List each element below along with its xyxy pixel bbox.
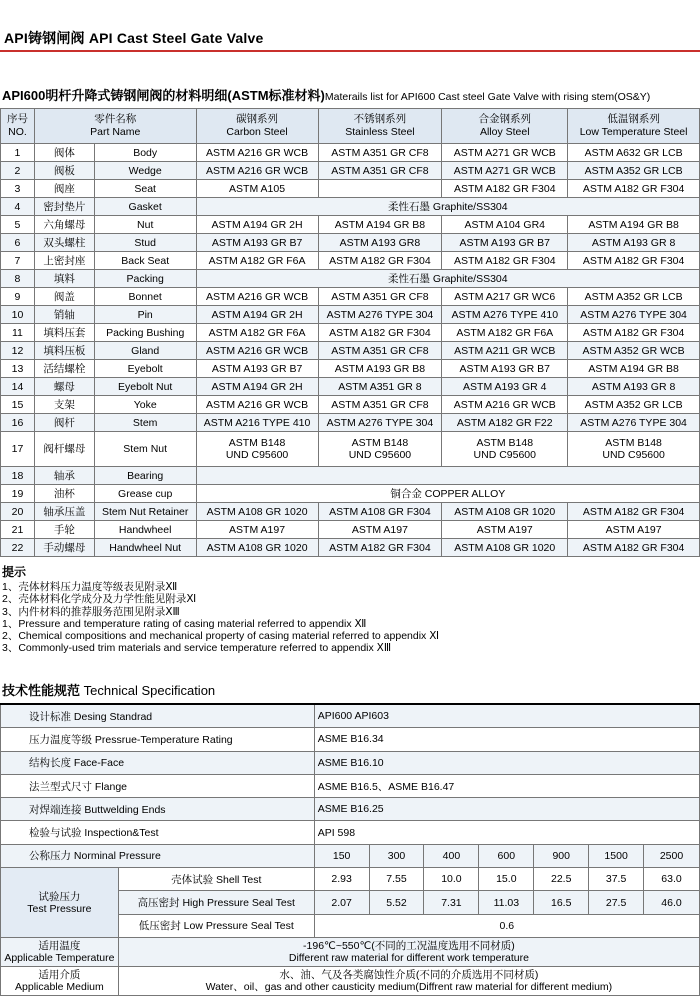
material-alloy: ASTM A104 GR4 [442, 216, 568, 234]
high-pressure-value: 46.0 [644, 891, 700, 914]
nominal-pressure-label: 公称压力 Norminal Pressure [1, 844, 315, 867]
part-name-cn: 手动螺母 [34, 539, 94, 557]
material-carbon: ASTM A197 [196, 521, 318, 539]
col-header-carbon: 碳钢系列 Carbon Steel [196, 109, 318, 144]
material-lowtemp: ASTM A352 GR WCB [568, 342, 700, 360]
spec-value: ASME B16.25 [314, 798, 699, 821]
part-name-en: Packing Bushing [94, 324, 196, 342]
row-number: 1 [1, 144, 35, 162]
part-name-en: Wedge [94, 162, 196, 180]
medium-value: 水、油、气及各类腐蚀性介质(不同的介质选用不同材质) Water、oil、gas and other causticity medium(Diffrent raw material for different medium) [118, 966, 699, 995]
part-name-en: Pin [94, 306, 196, 324]
material-stainless: ASTM A351 GR CF8 [318, 396, 442, 414]
row-number: 12 [1, 342, 35, 360]
part-name-cn: 填料 [34, 270, 94, 288]
material-alloy: ASTM A108 GR 1020 [442, 539, 568, 557]
part-name-en: Gland [94, 342, 196, 360]
row-number: 5 [1, 216, 35, 234]
spec-row [1, 798, 700, 821]
material-lowtemp: ASTM A352 GR LCB [568, 288, 700, 306]
spec-value: API 598 [314, 821, 699, 844]
material-merged: 柔性石墨 Graphite/SS304 [196, 270, 699, 288]
nominal-pressure-value: 2500 [644, 844, 700, 867]
row-number: 21 [1, 521, 35, 539]
nominal-pressure-row [1, 844, 700, 867]
material-carbon: ASTM A216 TYPE 410 [196, 414, 318, 432]
part-name-cn: 油杯 [34, 485, 94, 503]
materials-title-en: Materails list for API600 Cast steel Gate Valve with rising stem(OS&Y) [324, 91, 651, 103]
part-name-en: Body [94, 144, 196, 162]
material-alloy: ASTM A182 GR F6A [442, 324, 568, 342]
material-lowtemp: ASTM A632 GR LCB [568, 144, 700, 162]
material-merged [196, 467, 699, 485]
material-carbon: ASTM A194 GR 2H [196, 306, 318, 324]
material-carbon: ASTM A216 GR WCB [196, 396, 318, 414]
spec-value: ASME B16.10 [314, 751, 699, 774]
row-number: 4 [1, 198, 35, 216]
spec-label: 法兰型式尺寸 Flange [1, 774, 315, 797]
material-carbon: ASTM A182 GR F6A [196, 252, 318, 270]
material-stainless: ASTM A182 GR F304 [318, 539, 442, 557]
shell-test-value: 10.0 [424, 868, 479, 891]
material-carbon: ASTM A193 GR B7 [196, 234, 318, 252]
materials-row [1, 270, 700, 288]
materials-row [1, 485, 700, 503]
row-number: 6 [1, 234, 35, 252]
part-name-cn: 密封垫片 [34, 198, 94, 216]
row-number: 18 [1, 467, 35, 485]
materials-row [1, 252, 700, 270]
material-stainless: ASTM A108 GR F304 [318, 503, 442, 521]
part-name-en: Bearing [94, 467, 196, 485]
nominal-pressure-value: 900 [534, 844, 589, 867]
materials-row [1, 306, 700, 324]
spec-label: 结构长度 Face-Face [1, 751, 315, 774]
material-lowtemp: ASTM B148 UND C95600 [568, 432, 700, 467]
row-number: 3 [1, 180, 35, 198]
shell-test-value: 2.93 [314, 868, 369, 891]
row-number: 16 [1, 414, 35, 432]
material-stainless: ASTM A182 GR F304 [318, 252, 442, 270]
col-header-part: 零件名称 Part Name [34, 109, 196, 144]
spec-label: 压力温度等级 Pressrue-Temperature Rating [1, 728, 315, 751]
row-number: 2 [1, 162, 35, 180]
materials-table [0, 108, 700, 557]
high-pressure-value: 7.31 [424, 891, 479, 914]
material-alloy: ASTM A182 GR F304 [442, 180, 568, 198]
part-name-cn: 手轮 [34, 521, 94, 539]
part-name-en: Back Seat [94, 252, 196, 270]
material-alloy: ASTM A182 GR F22 [442, 414, 568, 432]
spec-row [1, 704, 700, 728]
part-name-en: Packing [94, 270, 196, 288]
note-item: 1、Pressure and temperature rating of casing material referred to appendix Ⅻ [2, 617, 367, 630]
row-number: 22 [1, 539, 35, 557]
material-lowtemp: ASTM A182 GR F304 [568, 252, 700, 270]
temperature-value: -196℃~550℃(不同的工况温度选用不同材质) Different raw material for different work temperature [118, 937, 699, 966]
part-name-cn: 支架 [34, 396, 94, 414]
material-carbon: ASTM A193 GR B7 [196, 360, 318, 378]
materials-row [1, 539, 700, 557]
notes-title: 提示 [2, 565, 27, 579]
spec-title-en: Technical Specification [83, 683, 216, 698]
high-pressure-value: 2.07 [314, 891, 369, 914]
shell-test-value: 15.0 [479, 868, 534, 891]
material-alloy: ASTM B148 UND C95600 [442, 432, 568, 467]
materials-row [1, 216, 700, 234]
material-lowtemp: ASTM A182 GR F304 [568, 503, 700, 521]
spec-label: 设计标准 Desing Standrad [1, 704, 315, 728]
part-name-en: Bonnet [94, 288, 196, 306]
material-stainless: ASTM B148 UND C95600 [318, 432, 442, 467]
part-name-cn: 销轴 [34, 306, 94, 324]
part-name-cn: 六角螺母 [34, 216, 94, 234]
part-name-en: Eyebolt [94, 360, 196, 378]
material-alloy: ASTM A211 GR WCB [442, 342, 568, 360]
part-name-en: Stem Nut [94, 432, 196, 467]
part-name-cn: 填料压套 [34, 324, 94, 342]
material-lowtemp: ASTM A182 GR F304 [568, 539, 700, 557]
shell-test-row [1, 868, 700, 891]
high-pressure-value: 11.03 [479, 891, 534, 914]
row-number: 8 [1, 270, 35, 288]
material-alloy: ASTM A182 GR F304 [442, 252, 568, 270]
materials-row [1, 521, 700, 539]
high-pressure-value: 5.52 [369, 891, 424, 914]
material-alloy: ASTM A193 GR B7 [442, 234, 568, 252]
material-stainless: ASTM A182 GR F304 [318, 324, 442, 342]
shell-test-value: 7.55 [369, 868, 424, 891]
part-name-cn: 阀盖 [34, 288, 94, 306]
material-stainless [318, 180, 442, 198]
row-number: 19 [1, 485, 35, 503]
spec-value: API600 API603 [314, 704, 699, 728]
spec-row [1, 728, 700, 751]
material-stainless: ASTM A193 GR8 [318, 234, 442, 252]
material-carbon: ASTM B148 UND C95600 [196, 432, 318, 467]
part-name-en: Eyebolt Nut [94, 378, 196, 396]
part-name-en: Grease cup [94, 485, 196, 503]
spec-title-cn: 技术性能规范 [2, 683, 81, 698]
nominal-pressure-value: 400 [424, 844, 479, 867]
materials-row [1, 342, 700, 360]
material-carbon: ASTM A216 GR WCB [196, 162, 318, 180]
material-alloy: ASTM A193 GR 4 [442, 378, 568, 396]
material-stainless: ASTM A351 GR 8 [318, 378, 442, 396]
spec-row [1, 751, 700, 774]
material-alloy: ASTM A108 GR 1020 [442, 503, 568, 521]
part-name-cn: 上密封座 [34, 252, 94, 270]
materials-header-row [1, 109, 700, 144]
material-alloy: ASTM A271 GR WCB [442, 162, 568, 180]
material-lowtemp: ASTM A182 GR F304 [568, 180, 700, 198]
materials-row [1, 324, 700, 342]
material-lowtemp: ASTM A193 GR 8 [568, 378, 700, 396]
row-number: 10 [1, 306, 35, 324]
material-stainless: ASTM A193 GR B8 [318, 360, 442, 378]
spec-label: 对焊端连接 Buttwelding Ends [1, 798, 315, 821]
notes [2, 566, 439, 654]
part-name-cn: 阀板 [34, 162, 94, 180]
temperature-label: 适用温度 Applicable Temperature [1, 937, 119, 966]
material-carbon: ASTM A182 GR F6A [196, 324, 318, 342]
materials-row [1, 396, 700, 414]
note-item: 3、内件材料的推荐服务范围见附录ⅩⅢ [2, 605, 180, 618]
material-lowtemp: ASTM A352 GR LCB [568, 396, 700, 414]
part-name-cn: 螺母 [34, 378, 94, 396]
materials-row [1, 180, 700, 198]
part-name-en: Seat [94, 180, 196, 198]
note-item: 2、壳体材料化学成分及力学性能见附录Ⅺ [2, 593, 197, 606]
note-item: 2、Chemical compositions and mechanical property of casing material referred to appendix Ⅺ [2, 630, 440, 643]
row-number: 9 [1, 288, 35, 306]
material-lowtemp: ASTM A193 GR 8 [568, 234, 700, 252]
material-stainless: ASTM A197 [318, 521, 442, 539]
high-pressure-value: 27.5 [589, 891, 644, 914]
part-name-cn: 阀杆 [34, 414, 94, 432]
material-carbon: ASTM A194 GR 2H [196, 216, 318, 234]
material-carbon: ASTM A216 GR WCB [196, 144, 318, 162]
part-name-cn: 阀杆螺母 [34, 432, 94, 467]
material-alloy: ASTM A216 GR WCB [442, 396, 568, 414]
part-name-cn: 活结螺栓 [34, 360, 94, 378]
medium-label: 适用介质 Applicable Medium [1, 966, 119, 995]
shell-test-value: 37.5 [589, 868, 644, 891]
part-name-cn: 填料压板 [34, 342, 94, 360]
materials-row [1, 162, 700, 180]
low-pressure-value: 0.6 [314, 914, 699, 937]
spec-value: ASME B16.34 [314, 728, 699, 751]
part-name-en: Handwheel [94, 521, 196, 539]
materials-row [1, 198, 700, 216]
material-carbon: ASTM A216 GR WCB [196, 288, 318, 306]
col-header-lowtemp: 低温钢系列 Low Temperature Steel [568, 109, 700, 144]
part-name-en: Gasket [94, 198, 196, 216]
material-stainless: ASTM A351 GR CF8 [318, 162, 442, 180]
materials-row [1, 378, 700, 396]
material-merged: 铜合金 COPPER ALLOY [196, 485, 699, 503]
spec-row [1, 821, 700, 844]
nominal-pressure-value: 600 [479, 844, 534, 867]
material-stainless: ASTM A351 GR CF8 [318, 144, 442, 162]
part-name-cn: 双头螺柱 [34, 234, 94, 252]
material-carbon: ASTM A108 GR 1020 [196, 503, 318, 521]
row-number: 11 [1, 324, 35, 342]
temperature-row [1, 937, 700, 966]
low-pressure-label: 低压密封 Low Pressure Seal Test [118, 914, 314, 937]
material-alloy: ASTM A217 GR WC6 [442, 288, 568, 306]
material-alloy: ASTM A271 GR WCB [442, 144, 568, 162]
materials-row [1, 288, 700, 306]
part-name-en: Nut [94, 216, 196, 234]
material-carbon: ASTM A105 [196, 180, 318, 198]
part-name-cn: 阀座 [34, 180, 94, 198]
spec-label: 检验与试验 Inspection&Test [1, 821, 315, 844]
high-pressure-value: 16.5 [534, 891, 589, 914]
material-carbon: ASTM A216 GR WCB [196, 342, 318, 360]
material-stainless: ASTM A351 GR CF8 [318, 288, 442, 306]
material-alloy: ASTM A276 TYPE 410 [442, 306, 568, 324]
material-merged: 柔性石墨 Graphite/SS304 [196, 198, 699, 216]
material-stainless: ASTM A194 GR B8 [318, 216, 442, 234]
material-lowtemp: ASTM A352 GR LCB [568, 162, 700, 180]
materials-row [1, 144, 700, 162]
page-title: API铸钢闸阀 API Cast Steel Gate Valve [4, 30, 264, 46]
nominal-pressure-value: 300 [369, 844, 424, 867]
nominal-pressure-value: 150 [314, 844, 369, 867]
part-name-cn: 轴承 [34, 467, 94, 485]
nominal-pressure-value: 1500 [589, 844, 644, 867]
spec-value: ASME B16.5、ASME B16.47 [314, 774, 699, 797]
part-name-en: Stud [94, 234, 196, 252]
col-header-no: 序号 NO. [1, 109, 35, 144]
material-stainless: ASTM A351 GR CF8 [318, 342, 442, 360]
note-item: 3、Commonly-used trim materials and service temperature referred to appendix ⅩⅢ [2, 642, 392, 655]
col-header-stainless: 不锈钢系列 Stainless Steel [318, 109, 442, 144]
materials-title-cn: API600明杆升降式铸钢闸阀的材料明细(ASTM标准材料) [2, 88, 325, 103]
part-name-cn: 轴承压盖 [34, 503, 94, 521]
shell-test-value: 22.5 [534, 868, 589, 891]
materials-row [1, 234, 700, 252]
row-number: 15 [1, 396, 35, 414]
material-alloy: ASTM A193 GR B7 [442, 360, 568, 378]
part-name-en: Stem [94, 414, 196, 432]
spec-table [0, 703, 700, 996]
row-number: 13 [1, 360, 35, 378]
part-name-en: Stem Nut Retainer [94, 503, 196, 521]
material-carbon: ASTM A194 GR 2H [196, 378, 318, 396]
material-lowtemp: ASTM A276 TYPE 304 [568, 414, 700, 432]
shell-test-label: 壳体试验 Shell Test [118, 868, 314, 891]
test-pressure-label: 试验压力 Test Pressure [1, 868, 119, 938]
materials-section-title [2, 85, 700, 104]
material-lowtemp: ASTM A182 GR F304 [568, 324, 700, 342]
part-name-en: Handwheel Nut [94, 539, 196, 557]
spec-row [1, 774, 700, 797]
materials-row [1, 432, 700, 467]
materials-row [1, 360, 700, 378]
row-number: 17 [1, 432, 35, 467]
row-number: 20 [1, 503, 35, 521]
material-carbon: ASTM A108 GR 1020 [196, 539, 318, 557]
material-stainless: ASTM A276 TYPE 304 [318, 414, 442, 432]
materials-row [1, 414, 700, 432]
note-item: 1、壳体材料压力温度等级表见附录Ⅻ [2, 581, 178, 594]
material-lowtemp: ASTM A276 TYPE 304 [568, 306, 700, 324]
materials-row [1, 503, 700, 521]
material-stainless: ASTM A276 TYPE 304 [318, 306, 442, 324]
material-lowtemp: ASTM A197 [568, 521, 700, 539]
materials-row [1, 467, 700, 485]
material-alloy: ASTM A197 [442, 521, 568, 539]
shell-test-value: 63.0 [644, 868, 700, 891]
part-name-cn: 阀体 [34, 144, 94, 162]
part-name-en: Yoke [94, 396, 196, 414]
spec-section-title [2, 680, 215, 699]
col-header-alloy: 合金钢系列 Alloy Steel [442, 109, 568, 144]
row-number: 14 [1, 378, 35, 396]
medium-row [1, 966, 700, 995]
material-lowtemp: ASTM A194 GR B8 [568, 360, 700, 378]
page-header [0, 0, 700, 52]
row-number: 7 [1, 252, 35, 270]
material-lowtemp: ASTM A194 GR B8 [568, 216, 700, 234]
high-pressure-label: 高压密封 High Pressure Seal Test [118, 891, 314, 914]
